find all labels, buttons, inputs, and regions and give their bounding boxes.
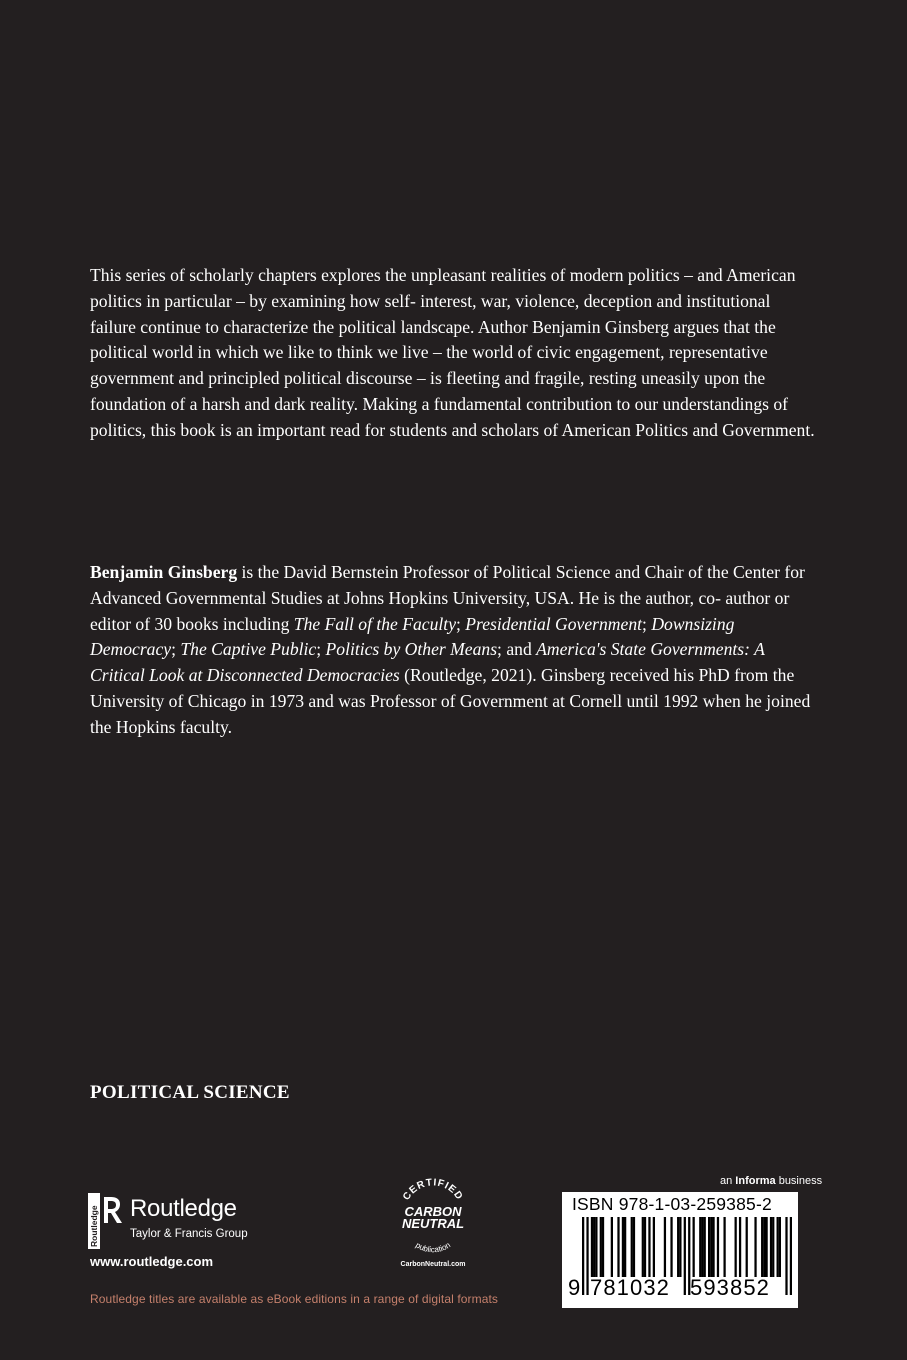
book-title-5: Politics by Other Means (325, 639, 498, 660)
barcode-bar (699, 1217, 701, 1277)
barcode-bar (763, 1217, 765, 1277)
separator: ; (316, 639, 326, 660)
badge-carbon: CARBON (404, 1204, 462, 1219)
barcode-bar (710, 1217, 712, 1277)
barcode-bar (746, 1217, 748, 1277)
barcode-bar (631, 1217, 633, 1277)
barcode-bar (679, 1217, 681, 1277)
barcode-bar (622, 1217, 624, 1277)
barcode-bar (642, 1217, 644, 1277)
barcode-bar (735, 1217, 737, 1277)
routledge-vertical-text: Routledge (89, 1205, 99, 1247)
barcode-bar (648, 1217, 650, 1277)
book-title-6: America's State Governments: A Critical Look at Disconnected Democracies (90, 639, 765, 686)
barcode-bar (591, 1217, 593, 1277)
barcode-bar (704, 1217, 706, 1277)
publisher-website[interactable]: www.routledge.com (90, 1254, 214, 1269)
barcode-bar (770, 1217, 772, 1277)
svg-text:CERTIFIED (401, 1177, 465, 1202)
separator: ; (456, 613, 466, 634)
bio-text-2: (Routledge, 2021). Ginsberg received his PhD from the University of Chicago in 1973 and was Professor of Government at Cornell until 1992 when he joined the Hopkins faculty. (90, 665, 811, 737)
badge-publication: publication (413, 1240, 453, 1255)
publisher-group: Taylor & Francis Group (130, 1228, 248, 1240)
informa-business-label (720, 1175, 822, 1187)
barcode-bar (754, 1217, 756, 1277)
routledge-logo (88, 1193, 288, 1253)
barcode-digits-left: 781032 (590, 1275, 671, 1300)
barcode-digit-lead: 9 (568, 1275, 581, 1300)
barcode-bar (633, 1217, 635, 1277)
barcode-bar (595, 1217, 597, 1277)
book-description: This series of scholarly chapters explores the unpleasant realities of modern politics – and American politics in particular – by examining how self- interest, war, violence, deception and institutional failure continue to characterize the political landscape. Author Benjamin Ginsberg argues that the political world in which we like to think we live – the world of civic engagement, representative government and principled political discourse – is fleeting and fragile, resting uneasily upon the foundation of a harsh and dark reality. Making a fundamental contribution to our understandings of politics, this book is an important read for students and scholars of American Politics and Government. (90, 265, 815, 440)
barcode-bar (670, 1217, 672, 1277)
barcode-bar (717, 1217, 719, 1277)
separator: ; (642, 613, 652, 634)
barcode-bar (701, 1217, 703, 1277)
bio-text-1: is the David Bernstein Professor of Political Science and Chair of the Center for Advanced Governmental Studies at Johns Hopkins University, USA. He is the author, co- author or editor of 30 books including (90, 562, 805, 634)
badge-certified: CERTIFIED (401, 1177, 465, 1203)
svg-text:publication (414, 1240, 452, 1254)
barcode-bar (772, 1217, 774, 1277)
routledge-r-icon (88, 1193, 122, 1249)
book-title-4: The Captive Public (180, 639, 317, 660)
barcode-bar (765, 1217, 767, 1277)
subject-category: POLITICAL SCIENCE (90, 1082, 290, 1103)
separator: ; and (497, 639, 537, 660)
barcode-digits-right: 593852 (690, 1275, 771, 1300)
badge-neutral: NEUTRAL (401, 1216, 465, 1231)
isbn-number: ISBN 978-1-03-259385-2 (572, 1194, 772, 1214)
informa-brand: Informa (735, 1175, 776, 1187)
barcode-bar (600, 1217, 602, 1277)
carbon-neutral-badge (388, 1176, 478, 1272)
book-title-3: Downsizing Democracy (90, 613, 735, 660)
informa-suffix: business (775, 1175, 823, 1187)
barcode-bar (664, 1217, 666, 1277)
barcode-bar (624, 1217, 626, 1277)
barcode-digits (562, 1275, 798, 1305)
badge-site: CarbonNeutral.com (400, 1261, 466, 1268)
barcode-bar (693, 1217, 695, 1277)
author-name: Benjamin Ginsberg (90, 562, 238, 582)
book-title-2: Presidential Government (465, 613, 643, 634)
separator: ; (171, 639, 181, 660)
barcode-bar (644, 1217, 646, 1277)
informa-prefix: an (720, 1175, 736, 1187)
barcode-bar (617, 1217, 619, 1277)
author-bio (90, 560, 818, 741)
isbn-barcode (562, 1192, 798, 1308)
barcode-bar (677, 1217, 679, 1277)
barcode-bar (708, 1217, 710, 1277)
barcode-bar (779, 1217, 781, 1277)
book-title-1: The Fall of the Faculty (293, 613, 456, 634)
barcode-bar (777, 1217, 779, 1277)
barcode-bar (602, 1217, 604, 1277)
barcode-bar (739, 1217, 741, 1277)
publisher-name: Routledge (130, 1195, 237, 1222)
barcode-bar (723, 1217, 725, 1277)
ebook-availability-note: Routledge titles are available as eBook editions in a range of digital formats (90, 1292, 499, 1306)
barcode-bar (611, 1217, 613, 1277)
barcode-bar (653, 1217, 655, 1277)
barcode-bar (712, 1217, 714, 1277)
barcode-bar (761, 1217, 763, 1277)
barcode-bar (593, 1217, 595, 1277)
